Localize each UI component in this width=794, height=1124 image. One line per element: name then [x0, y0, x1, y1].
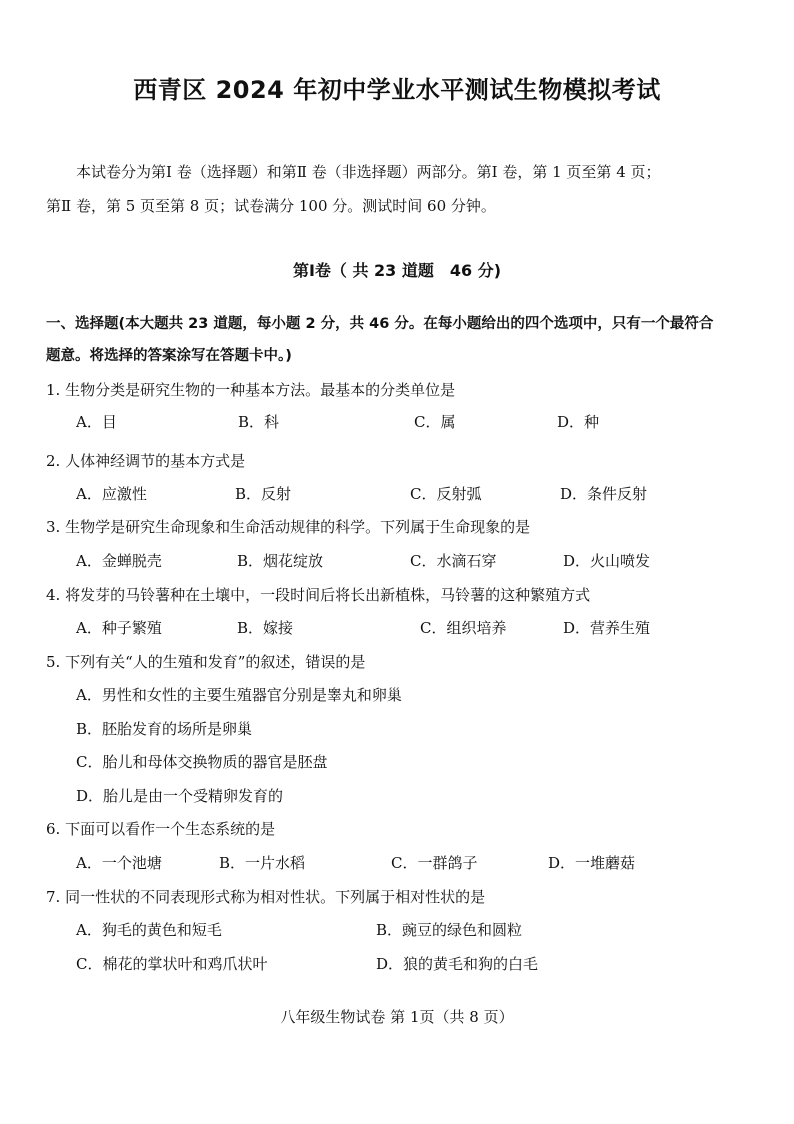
question-1-option-d[interactable]: D．种: [557, 413, 600, 431]
question-2-option-d[interactable]: D．条件反射: [560, 485, 648, 503]
intro-line-1: 本试卷分为第Ⅰ 卷（选择题）和第Ⅱ 卷（非选择题）两部分。第Ⅰ 卷，第 1 页至第 4 页；: [76, 163, 661, 181]
question-2-option-c[interactable]: C．反射弧: [410, 485, 482, 503]
question-1-option-b[interactable]: B．科: [238, 413, 280, 431]
question-7-option-b[interactable]: B．豌豆的绿色和圆粒: [376, 921, 523, 939]
question-3-stem: 3. 生物学是研究生命现象和生命活动规律的科学。下列属于生命现象的是: [46, 518, 531, 536]
question-7-option-d[interactable]: D．狼的黄毛和狗的白毛: [376, 955, 539, 973]
question-4-stem: 4. 将发芽的马铃薯种在土壤中，一段时间后将长出新植株，马铃薯的这种繁殖方式: [46, 586, 591, 604]
question-6-option-b[interactable]: B．一片水稻: [219, 854, 306, 872]
question-3-option-a[interactable]: A．金蝉脱壳: [76, 552, 162, 570]
instructions-line-1: 一、选择题(本大题共 23 道题，每小题 2 分，共 46 分。在每小题给出的四个选项中，只有一个最符合: [46, 316, 714, 332]
question-1-option-c[interactable]: C．属: [414, 413, 456, 431]
question-3-option-d[interactable]: D．火山喷发: [563, 552, 651, 570]
question-5-option-a[interactable]: A．男性和女性的主要生殖器官分别是睾丸和卵巢: [76, 686, 402, 704]
question-4-option-a[interactable]: A．种子繁殖: [76, 619, 162, 637]
question-6-stem: 6. 下面可以看作一个生态系统的是: [46, 820, 276, 838]
question-5-option-d[interactable]: D．胎儿是由一个受精卵发育的: [76, 787, 284, 805]
question-2-stem: 2. 人体神经调节的基本方式是: [46, 452, 246, 470]
question-4-option-b[interactable]: B．嫁接: [237, 619, 294, 637]
question-1-option-a[interactable]: A．目: [76, 413, 117, 431]
question-6-option-a[interactable]: A．一个池塘: [76, 854, 162, 872]
question-3-option-b[interactable]: B．烟花绽放: [237, 552, 324, 570]
question-7-option-c[interactable]: C．棉花的掌状叶和鸡爪状叶: [76, 955, 268, 973]
question-5-option-c[interactable]: C．胎儿和母体交换物质的器官是胚盘: [76, 753, 328, 771]
page-footer: 八年级生物试卷 第 1页（共 8 页）: [280, 1008, 514, 1026]
question-2-option-b[interactable]: B．反射: [235, 485, 292, 503]
question-5-option-b[interactable]: B．胚胎发育的场所是卵巢: [76, 720, 253, 738]
question-6-option-d[interactable]: D．一堆蘑菇: [548, 854, 636, 872]
question-4-option-d[interactable]: D．营养生殖: [563, 619, 651, 637]
question-7-stem: 7. 同一性状的不同表现形式称为相对性状。下列属于相对性状的是: [46, 888, 486, 906]
question-7-option-a[interactable]: A．狗毛的黄色和短毛: [76, 921, 222, 939]
question-5-stem: 5. 下列有关“人的生殖和发育”的叙述，错误的是: [46, 653, 366, 671]
question-3-option-c[interactable]: C．水滴石穿: [410, 552, 497, 570]
question-2-option-a[interactable]: A．应激性: [76, 485, 147, 503]
question-1-stem: 1. 生物分类是研究生物的一种基本方法。最基本的分类单位是: [46, 381, 456, 399]
question-6-option-c[interactable]: C．一群鸽子: [391, 854, 478, 872]
instructions-line-2: 题意。将选择的答案涂写在答题卡中。): [46, 348, 292, 364]
intro-line-2: 第Ⅱ 卷，第 5 页至第 8 页；试卷满分 100 分。测试时间 60 分钟。: [46, 197, 496, 215]
question-4-option-c[interactable]: C．组织培养: [420, 619, 507, 637]
section-title: 第Ⅰ卷（ 共 23 道题 46 分): [292, 261, 502, 280]
exam-title: 西青区 2024 年初中学业水平测试生物模拟考试: [133, 76, 661, 104]
